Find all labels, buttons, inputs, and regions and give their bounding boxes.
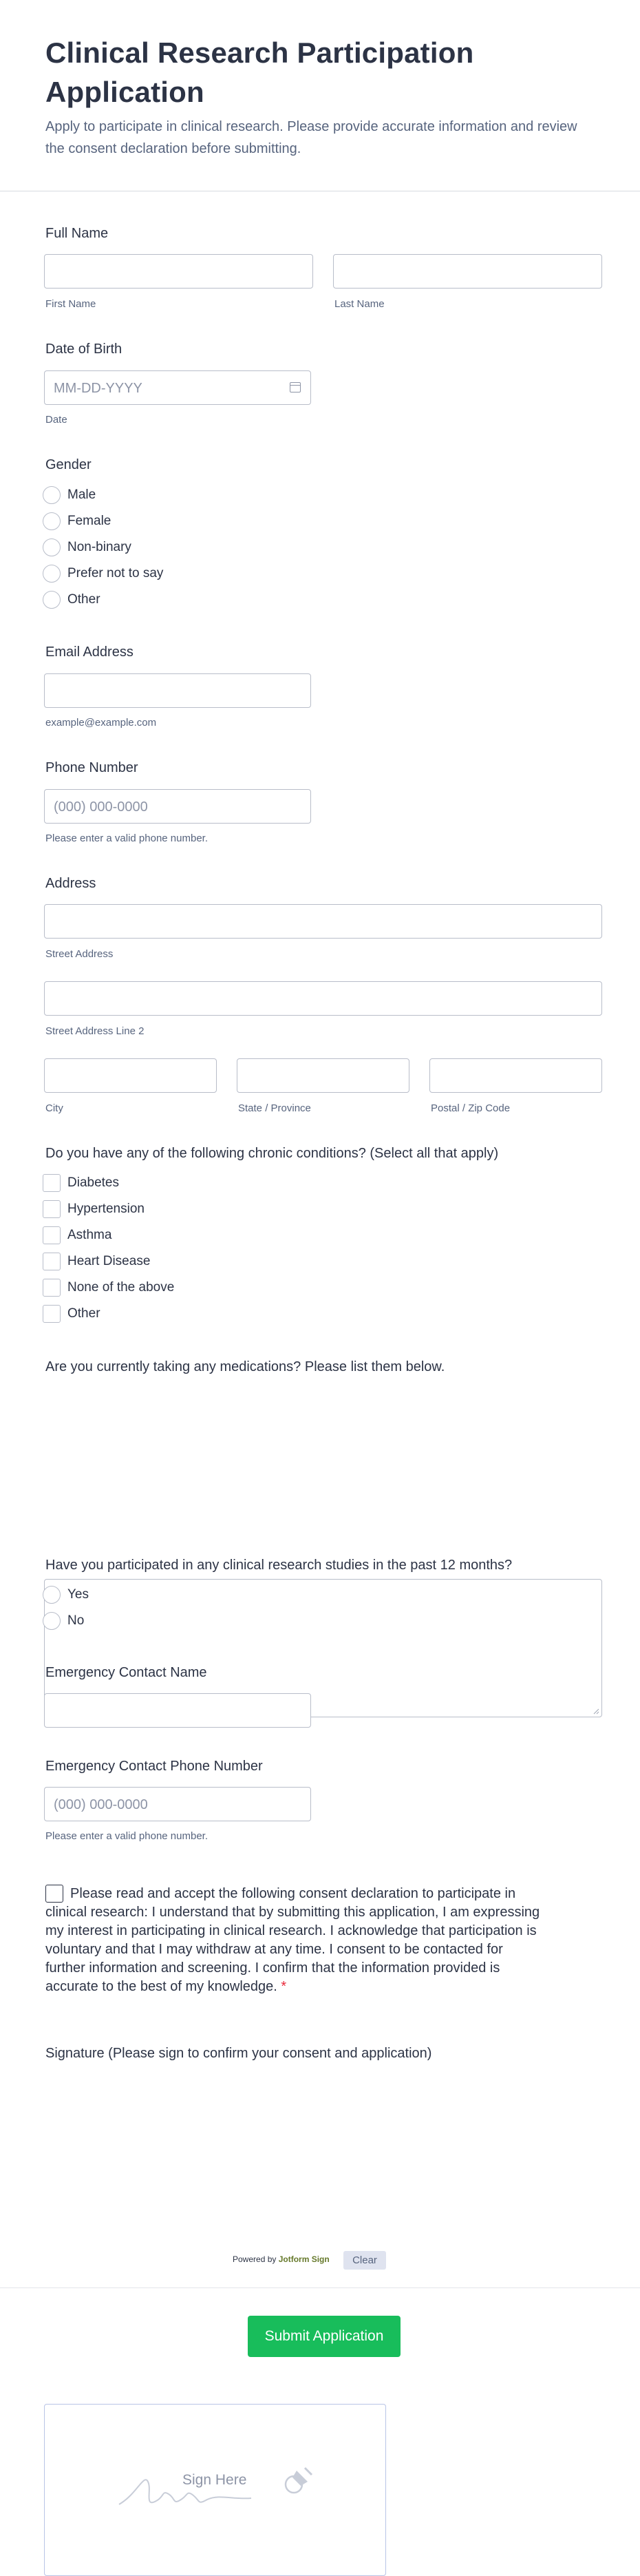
first-name-input[interactable] xyxy=(44,254,313,289)
radio-button[interactable] xyxy=(43,1612,61,1630)
past-studies-options xyxy=(43,1582,89,1634)
consent-text: Please read and accept the following consent declaration to participate in clinical research: I understand that by submitting this application, I am expressing my interest in participating in clinical research. I acknowledge that participation is voluntary and that I may withdraw at any time. I consent to be contacted for further information and screening. I confirm that the information provided is accurate to the best of my knowledge. xyxy=(45,1886,540,1994)
consent-declaration xyxy=(45,1885,545,1996)
signature-label: Signature (Please sign to confirm your consent and application) xyxy=(45,2046,432,2061)
first-name-sublabel: First Name xyxy=(45,298,96,310)
checkbox[interactable] xyxy=(43,1279,61,1297)
street-address-sublabel: Street Address xyxy=(45,948,114,960)
dob-input[interactable] xyxy=(44,370,311,405)
signature-pad[interactable] xyxy=(44,2404,386,2576)
state-input[interactable] xyxy=(237,1058,409,1093)
submit-button[interactable]: Submit Application xyxy=(248,2316,401,2357)
emergency-name-input[interactable] xyxy=(44,1693,311,1728)
condition-option-none[interactable]: None of the above xyxy=(43,1275,174,1301)
powered-by-text: Powered by Jotform Sign xyxy=(233,2254,330,2264)
clear-signature-button[interactable]: Clear xyxy=(343,2251,386,2270)
emergency-phone-label: Emergency Contact Phone Number xyxy=(45,1759,263,1774)
dob-sublabel: Date xyxy=(45,414,67,426)
medications-label: Are you currently taking any medications? Please list them below. xyxy=(45,1359,445,1374)
checkbox[interactable] xyxy=(43,1253,61,1270)
checkbox[interactable] xyxy=(43,1226,61,1244)
city-sublabel: City xyxy=(45,1102,63,1114)
last-name-input[interactable] xyxy=(333,254,602,289)
checkbox[interactable] xyxy=(43,1174,61,1192)
phone-input[interactable] xyxy=(44,789,311,824)
zip-sublabel: Postal / Zip Code xyxy=(431,1102,511,1114)
radio-button[interactable] xyxy=(43,1586,61,1604)
past-studies-option-yes[interactable]: Yes xyxy=(43,1582,89,1608)
dob-placeholder: MM-DD-YYYY xyxy=(54,381,142,396)
sign-here-placeholder: Sign Here xyxy=(182,2472,247,2488)
condition-option-diabetes[interactable]: Diabetes xyxy=(43,1170,174,1196)
gender-option-male[interactable]: Male xyxy=(43,482,163,508)
conditions-options xyxy=(43,1170,174,1327)
emergency-phone-sublabel: Please enter a valid phone number. xyxy=(45,1830,208,1842)
emergency-name-label: Emergency Contact Name xyxy=(45,1665,207,1680)
condition-option-heart-disease[interactable]: Heart Disease xyxy=(43,1248,174,1275)
form-description: Apply to participate in clinical research. Please provide accurate information and review the consent declaration before submitting. xyxy=(45,119,577,156)
calendar-icon[interactable] xyxy=(290,382,301,392)
radio-button[interactable] xyxy=(43,512,61,530)
full-name-label: Full Name xyxy=(45,226,109,241)
emergency-phone-placeholder: (000) 000-0000 xyxy=(54,1797,148,1812)
radio-button[interactable] xyxy=(43,591,61,609)
pen-icon xyxy=(280,2465,313,2494)
street-address-line2-sublabel: Street Address Line 2 xyxy=(45,1025,145,1037)
gender-label: Gender xyxy=(45,457,92,472)
gender-option-female[interactable]: Female xyxy=(43,508,163,534)
condition-option-asthma[interactable]: Asthma xyxy=(43,1222,174,1248)
consent-text-wrap xyxy=(45,1885,545,1996)
condition-option-other[interactable]: Other xyxy=(43,1301,174,1327)
checkbox[interactable] xyxy=(43,1305,61,1323)
email-sublabel: example@example.com xyxy=(45,717,157,729)
last-name-sublabel: Last Name xyxy=(334,298,385,310)
required-mark: * xyxy=(281,1979,287,1994)
phone-placeholder: (000) 000-0000 xyxy=(54,799,148,815)
condition-option-hypertension[interactable]: Hypertension xyxy=(43,1196,174,1222)
phone-sublabel: Please enter a valid phone number. xyxy=(45,833,208,844)
radio-button[interactable] xyxy=(43,486,61,504)
radio-button[interactable] xyxy=(43,538,61,556)
radio-button[interactable] xyxy=(43,565,61,583)
street-address-input[interactable] xyxy=(44,904,602,939)
city-input[interactable] xyxy=(44,1058,217,1093)
phone-label: Phone Number xyxy=(45,760,138,775)
past-studies-option-no[interactable]: No xyxy=(43,1608,89,1634)
past-studies-label: Have you participated in any clinical research studies in the past 12 months? xyxy=(45,1558,513,1573)
gender-option-prefer-not[interactable]: Prefer not to say xyxy=(43,561,163,587)
form-title: Clinical Research Participation Application xyxy=(45,36,474,108)
state-sublabel: State / Province xyxy=(238,1102,311,1114)
conditions-label: Do you have any of the following chronic conditions? (Select all that apply) xyxy=(45,1146,499,1161)
emergency-phone-input[interactable] xyxy=(44,1787,311,1821)
street-address-line2-input[interactable] xyxy=(44,981,602,1016)
gender-option-other[interactable]: Other xyxy=(43,587,163,613)
consent-checkbox[interactable] xyxy=(45,1885,63,1903)
address-label: Address xyxy=(45,876,96,891)
dob-label: Date of Birth xyxy=(45,342,122,357)
jotform-sign-brand: Jotform Sign xyxy=(278,2254,330,2264)
resize-grip-icon[interactable] xyxy=(593,1708,599,1715)
email-label: Email Address xyxy=(45,645,134,660)
checkbox[interactable] xyxy=(43,1200,61,1218)
form-footer xyxy=(0,2287,640,2389)
gender-option-non-binary[interactable]: Non-binary xyxy=(43,534,163,561)
email-input[interactable] xyxy=(44,673,311,708)
form-header xyxy=(0,0,640,191)
gender-options xyxy=(43,482,163,613)
zip-input[interactable] xyxy=(429,1058,602,1093)
